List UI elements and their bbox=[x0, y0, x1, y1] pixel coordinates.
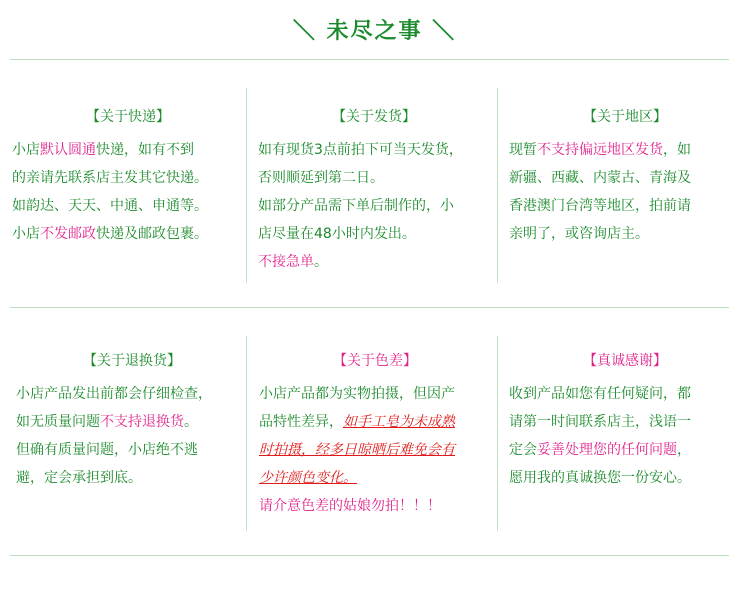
section-regions bbox=[509, 106, 741, 248]
text-segment: 。 bbox=[184, 414, 198, 430]
divider-top bbox=[10, 59, 729, 60]
text-segment: 妥善处理您的任何问题 bbox=[537, 442, 677, 458]
text-segment: 不支持偏远地区发货 bbox=[537, 142, 663, 158]
divider-middle bbox=[10, 307, 729, 308]
section-body bbox=[16, 380, 248, 492]
text-segment: 快递，如有不到 bbox=[96, 142, 194, 158]
text-segment: ， bbox=[677, 442, 691, 458]
section-body bbox=[509, 380, 741, 492]
text-segment: 小店 bbox=[12, 226, 40, 242]
text-segment: 如部分产品需下单后制作的，小 bbox=[258, 198, 454, 214]
text-segment: 小店 bbox=[12, 142, 40, 158]
text-segment: 新疆、西藏、内蒙古、青海及 bbox=[509, 170, 691, 186]
text-segment: 少许颜色变化。 bbox=[259, 470, 357, 486]
text-segment: 小店产品发出前都会仔细检查， bbox=[16, 386, 212, 402]
text-segment: 快递及邮政包裹。 bbox=[96, 226, 208, 242]
text-segment: 不支持退换货 bbox=[100, 414, 184, 430]
section-color-difference bbox=[259, 350, 491, 520]
section-body bbox=[259, 380, 491, 520]
section-body bbox=[12, 136, 244, 248]
text-segment: 如韵达、天天、中通、申通等。 bbox=[12, 198, 208, 214]
text-segment: 小店产品都为实物拍摄，但因产 bbox=[259, 386, 455, 402]
divider-bottom bbox=[10, 555, 729, 556]
text-segment: 避，定会承担到底。 bbox=[16, 470, 142, 486]
page-title: ＼ 未尽之事 ＼ bbox=[292, 18, 457, 44]
text-segment: 香港澳门台湾等地区，拍前请 bbox=[509, 198, 691, 214]
text-segment: 的亲请先联系店主发其它快递。 bbox=[12, 170, 208, 186]
section-heading: 【关于快递】 bbox=[86, 109, 170, 125]
text-segment: 时拍摄，经多日晾晒后难免会有 bbox=[259, 442, 455, 458]
section-heading: 【真诚感谢】 bbox=[583, 353, 667, 369]
column-divider bbox=[497, 88, 498, 283]
text-segment: 定会 bbox=[509, 442, 537, 458]
text-segment: 否则顺延到第二日。 bbox=[258, 170, 384, 186]
text-segment: 如无质量问题 bbox=[16, 414, 100, 430]
section-body bbox=[258, 136, 490, 276]
text-segment: 不发邮政 bbox=[40, 226, 96, 242]
text-segment: 如有现货3点前拍下可当天发货， bbox=[258, 142, 463, 158]
section-returns bbox=[16, 350, 248, 492]
text-segment: 收到产品如您有任何疑问，都 bbox=[509, 386, 691, 402]
section-heading: 【关于色差】 bbox=[333, 353, 417, 369]
text-segment: 但确有质量问题，小店绝不逃 bbox=[16, 442, 198, 458]
column-divider bbox=[246, 88, 247, 283]
section-body bbox=[509, 136, 741, 248]
text-segment: 。 bbox=[314, 254, 328, 270]
text-segment: 不接急单 bbox=[258, 254, 314, 270]
text-segment: 品特性差异， bbox=[259, 414, 343, 430]
section-shipping-carrier bbox=[12, 106, 244, 248]
section-heading: 【关于退换货】 bbox=[83, 353, 181, 369]
text-segment: 如手工皂为未成熟 bbox=[343, 414, 455, 430]
section-thanks bbox=[509, 350, 741, 492]
text-segment: 请介意色差的姑娘勿拍！！！ bbox=[259, 498, 441, 514]
section-heading: 【关于地区】 bbox=[583, 109, 667, 125]
text-segment: ，如 bbox=[663, 142, 691, 158]
section-delivery bbox=[258, 106, 490, 276]
text-segment: 请第一时间联系店主，浅语一 bbox=[509, 414, 691, 430]
column-divider bbox=[497, 336, 498, 531]
section-heading: 【关于发货】 bbox=[332, 109, 416, 125]
text-segment: 店尽量在48小时内发出。 bbox=[258, 226, 416, 242]
text-segment: 默认圆通 bbox=[40, 142, 96, 158]
text-segment: 愿用我的真诚换您一份安心。 bbox=[509, 470, 691, 486]
text-segment: 亲明了，或咨询店主。 bbox=[509, 226, 649, 242]
text-segment: 现暂 bbox=[509, 142, 537, 158]
